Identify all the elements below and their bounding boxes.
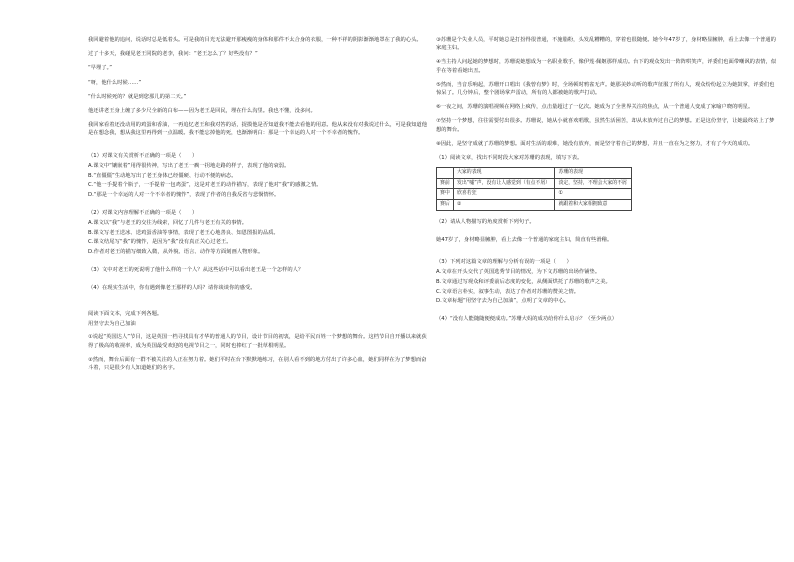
question-3-option-a[interactable]: A.文章在开头交代了英国选秀节目的情况，为下文苏珊的出场作铺垫。 <box>436 269 601 276</box>
question-1-option-b[interactable]: B.“直僵僵”生动地写出了老王身体已经僵硬、行动不便的病态。 <box>88 172 237 179</box>
table-cell[interactable]: 就跟着和大家相拥致意 <box>555 200 632 211</box>
answer-table <box>436 167 632 210</box>
section-intro: 阅读下面文本，完成下列各题。 <box>88 311 163 318</box>
story-paragraph: ⑥一夜之间，苏珊的演唱视频在网络上疯传，点击量超过了一亿次。她成为了全世界关注的焦点，从一个普通人变成了家喻户晓的明星。 <box>436 104 754 111</box>
table-row <box>437 178 632 189</box>
question-4: （4）在现实生活中，你有遇到像老王那样的人吗？请你谈谈你的感受。 <box>88 284 256 291</box>
table-cell: 赛中 <box>437 189 454 200</box>
question-1-stem: （1）阅读文章，找出不同时段大家对苏珊的表现，填写下表。 <box>436 155 583 162</box>
question-1-option-c[interactable]: C.“他一手提着个瓶子，一手提着一包鸡蛋”，这是对老王的动作描写，表现了他对“我”的感激之情。 <box>88 182 322 189</box>
table-cell[interactable]: 欣喜若狂 <box>454 189 555 200</box>
table-header-cell: 苏珊的表现 <box>555 168 632 179</box>
passage-paragraph: 他还讲老王身上缠了多少尺全新的白布——因为老王是回民，埋在什么沟里。我也不懂，没多问。 <box>88 108 316 115</box>
passage-paragraph: 过了十多天，我碰见老王同院的老李，我问：“老王怎么了？好些没有？” <box>88 51 258 58</box>
question-1-option-a[interactable]: A.课文中“镶嵌着”用得很传神，写出了老王一瘸一拐地走路的样子，表现了他的衰弱。 <box>88 162 290 169</box>
passage-paragraph: “什么时候死的？就是到您那儿的第二天。” <box>88 93 187 100</box>
table-cell: 赛后 <box>437 200 454 211</box>
passage-paragraph: 我回避着他的追问，说话时总是低着头。可是我的目光无法避开那瘦瘦的身体和那件不太合身的衣服，一种不祥的阴影渐渐地罩在了我的心头。 <box>88 37 422 43</box>
passage-paragraph: “早埋了。” <box>88 65 113 72</box>
question-2-stem: （2）对课文内容理解不正确的一项是（ ） <box>88 209 198 216</box>
story-paragraph: ④当主持人问起她的梦想时，苏珊说她想成为一名职业歌手，像伊莲·佩姬那样成功。台下的观众发出一阵阵哄笑声，评委们也面带嘲讽的表情，似乎在等着看她出丑。 <box>436 59 777 74</box>
question-3: （3）文中对老王的死说明了他什么样的一个人？从这些话中可以看出老王是一个怎样的人？ <box>88 266 304 273</box>
story-paragraph: ①说起“英国达人”节目，这是英国一档寻找具有才华的普通人的节目，设计节目的初衷，是给平民百姓一个梦想的舞台。这档节目自开播以来就获得了极高的收视率，成为英国最受欢迎的电视节目之一，同时也捧红了一批草根明星。 <box>88 334 427 349</box>
table-cell[interactable]: 淡定，坚持，不理会大家的不屑 <box>555 178 632 189</box>
story-paragraph: ⑤然而，当音乐响起，苏珊开口唱出《我曾有梦》时，全场顿时鸦雀无声。她那美妙动听的歌声征服了所有人，观众纷纷起立为她鼓掌，评委们也惊呆了。几分钟后，整个剧场掌声雷动，所有的人都被她的歌声打动。 <box>436 81 775 97</box>
passage-paragraph: 我回家看着还没动用的鸡蛋和香油，一再追忆老王和我对答的话，捉摸他是否知道我不能去看他的用意。他从来没有对我说过什么，可是我知道他是在想念我，想从我这里再得到一点温暖。我不能忘掉他的死，也渐渐明白：那是一个幸运的人对一个不幸者的愧怍。 <box>88 122 428 137</box>
table-cell[interactable]: ① <box>555 189 632 200</box>
question-2-option-b[interactable]: B.课文写老王送冰、送鸡蛋香油等事情，表现了老王心地善良、知恩图报的品质。 <box>88 229 279 236</box>
question-3-option-c[interactable]: C.文章语言朴实，叙事生动，表达了作者对苏珊的赞美之情。 <box>436 288 580 295</box>
question-3-option-b[interactable]: B.文章通过写观众和评委前后态度的变化，从侧面烘托了苏珊的歌声之美。 <box>436 278 611 285</box>
table-cell: 赛前 <box>437 178 454 189</box>
right-column <box>436 36 778 325</box>
question-2-option-a[interactable]: A.课文以“我”与老王的交往为线索，回忆了几件与老王有关的事情。 <box>88 219 248 226</box>
question-2-option-c[interactable]: C.课文结尾写“我”的愧怍，是因为“我”没有真正关心过老王。 <box>88 239 232 246</box>
question-3-option-d[interactable]: D.文章标题“用坚守去为自己加油”，点明了文章的中心。 <box>436 298 570 305</box>
table-header-cell <box>437 168 454 179</box>
table-header-row <box>437 168 632 179</box>
story-paragraph: ⑧因此，是坚守成就了苏珊的梦想。面对生活的艰难，她没有放弃，而是坚守着自己的梦想，并且一直在为之努力，才有了今天的成功。 <box>436 140 754 147</box>
left-column <box>88 36 428 378</box>
table-header-cell: 大家的表现 <box>454 168 555 179</box>
question-1-option-d[interactable]: D.“那是一个幸运的人对一个不幸者的愧怍”，表现了作者的自我反省与悲悯情怀。 <box>88 191 280 198</box>
story-paragraph: ⑦坚持一个梦想，往往需要付出很多。苏珊说，她从小就喜欢唱歌，虽然生活困苦，却从未放弃过自己的梦想。正是这份坚守，让她最终站上了梦想的舞台。 <box>436 118 775 133</box>
passage-paragraph: “呀，他什么时候……” <box>88 79 142 86</box>
question-1-stem: （1）对课文有关赏析不正确的一项是（ ） <box>88 152 198 159</box>
question-3-stem: （3）下列对这篇文章的理解与分析有误的一项是（ ） <box>436 259 572 266</box>
table-row <box>437 200 632 211</box>
story-paragraph: ③苏珊是个失业人员，平时她总是打扮得很普通，不施脂粉，头发乱糟糟的，穿着也很随便。她今年47岁了，身材略显臃肿，看上去像一个普通的家庭主妇。 <box>436 37 776 52</box>
table-cell[interactable]: ② <box>454 200 555 211</box>
story-title: 用坚守去为自己加油 <box>88 321 136 328</box>
question-4: （4）“没有人能随随便便成功。”苏珊大妈的成功给你什么启示？（至少两点） <box>436 316 618 323</box>
table-row <box>437 189 632 200</box>
story-paragraph: ②然而，舞台后面有一群不被关注的人正在努力着。她们平时在台下默默地练习，在别人看不到的地方付出了许多心血，她们同样在为了梦想而奋斗着，只是很少有人知道她们的名字。 <box>88 356 427 372</box>
question-2-option-d[interactable]: D.作者对老王的描写细致入微，从外貌、语言、动作等方面刻画人物形象。 <box>88 248 264 255</box>
table-cell[interactable]: 发出“嘘”声，没有让人感觉到（有点不屑） <box>454 178 555 189</box>
question-2-quote: 她47岁了，身材略显臃肿，看上去像一个普通的家庭主妇，简直有些滑稽。 <box>436 236 613 243</box>
question-2-stem: （2）请从人物描写的角度赏析下列句子。 <box>436 218 535 225</box>
